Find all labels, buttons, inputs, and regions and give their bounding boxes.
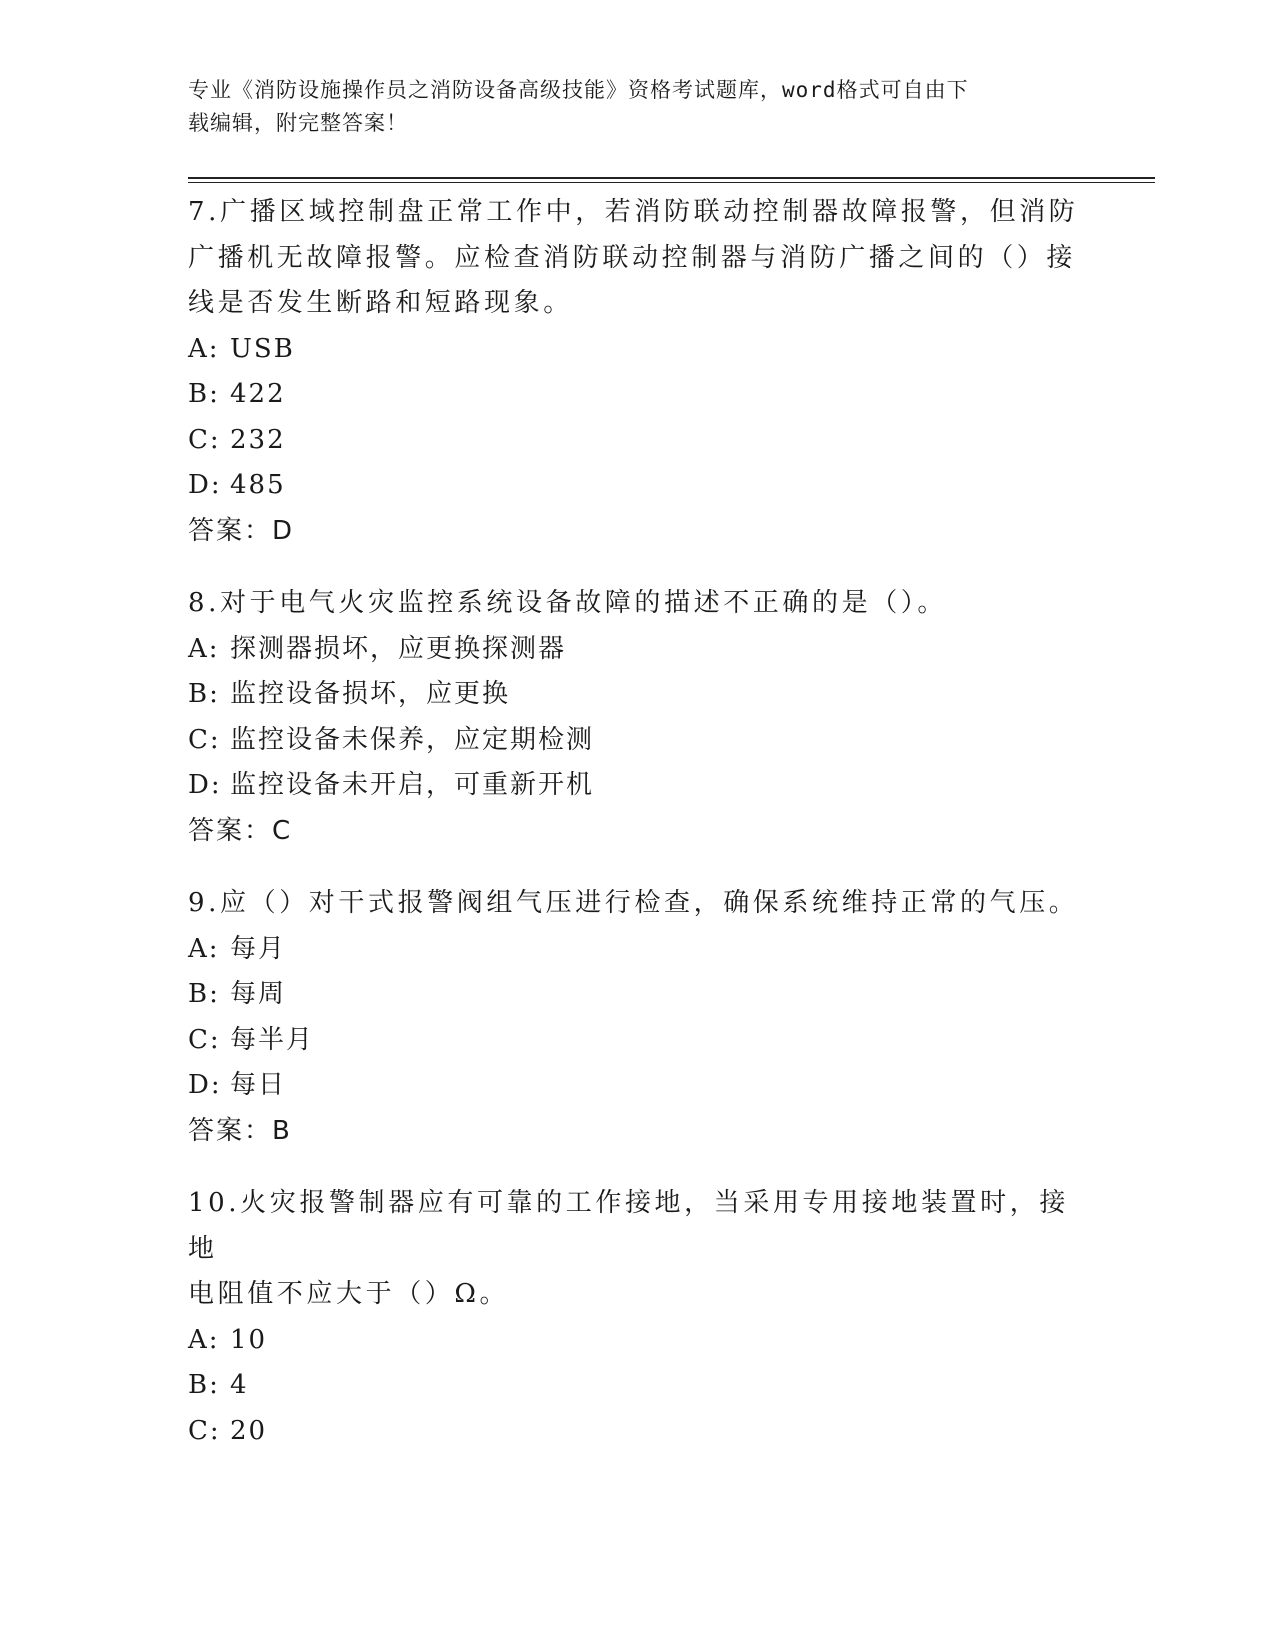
question-text bbox=[188, 190, 1088, 327]
question-text-line: 7.广播区域控制盘正常工作中，若消防联动控制器故障报警，但消防 bbox=[188, 197, 1079, 227]
option-text: 每半月 bbox=[230, 1024, 315, 1055]
option-c bbox=[188, 418, 1088, 464]
option-text: 每周 bbox=[230, 979, 287, 1009]
question-text bbox=[188, 581, 1088, 627]
question-text bbox=[188, 881, 1088, 927]
option-letter: B: bbox=[188, 979, 220, 1009]
option-text: 监控设备未保养，应定期检测 bbox=[230, 724, 595, 755]
option-letter: D: bbox=[188, 770, 222, 800]
option-b bbox=[188, 372, 1088, 418]
header-divider-thick bbox=[188, 177, 1155, 179]
answer-line: 答案：D bbox=[188, 515, 295, 546]
option-letter: D: bbox=[188, 1070, 222, 1100]
option-letter: B: bbox=[188, 1370, 220, 1400]
header-divider-thin bbox=[188, 182, 1155, 183]
option-text: 监控设备未开启，可重新开机 bbox=[230, 770, 595, 800]
option-letter: D: bbox=[188, 470, 222, 500]
option-text: 422 bbox=[230, 379, 286, 409]
option-text: 10 bbox=[230, 1324, 268, 1355]
question-10 bbox=[188, 1181, 1088, 1454]
option-b bbox=[188, 1363, 1088, 1409]
option-b bbox=[188, 672, 1088, 718]
option-text: USB bbox=[230, 333, 295, 364]
option-a bbox=[188, 327, 1088, 373]
option-c bbox=[188, 1018, 1088, 1064]
option-a bbox=[188, 627, 1088, 673]
option-text: 每月 bbox=[230, 933, 287, 964]
option-b bbox=[188, 972, 1088, 1018]
option-letter: A: bbox=[188, 1324, 220, 1355]
option-d bbox=[188, 763, 1088, 809]
option-a bbox=[188, 1318, 1088, 1364]
header-line-1: 专业《消防设施操作员之消防设备高级技能》资格考试题库，word格式可自由下 bbox=[188, 78, 969, 102]
option-text: 探测器损坏，应更换探测器 bbox=[230, 633, 567, 664]
option-letter: B: bbox=[188, 679, 220, 709]
option-letter: C: bbox=[188, 1024, 221, 1055]
option-c bbox=[188, 718, 1088, 764]
header-line-2: 载编辑，附完整答案！ bbox=[188, 111, 408, 135]
question-text-line: 9.应（）对干式报警阀组气压进行检查，确保系统维持正常的气压。 bbox=[188, 888, 1079, 918]
option-c bbox=[188, 1409, 1088, 1455]
option-letter: A: bbox=[188, 333, 220, 364]
question-text-line: 8.对于电气火灾监控系统设备故障的描述不正确的是（）。 bbox=[188, 588, 948, 618]
option-text: 485 bbox=[230, 470, 286, 500]
option-text: 4 bbox=[230, 1370, 249, 1400]
option-letter: C: bbox=[188, 424, 221, 455]
question-text-line: 广播机无故障报警。应检查消防联动控制器与消防广播之间的（）接 bbox=[188, 242, 1077, 273]
answer-line: 答案：B bbox=[188, 1115, 292, 1146]
option-a bbox=[188, 927, 1088, 973]
question-8 bbox=[188, 581, 1088, 854]
question-9 bbox=[188, 881, 1088, 1154]
option-letter: C: bbox=[188, 724, 221, 755]
question-text-line: 线是否发生断路和短路现象。 bbox=[188, 288, 573, 318]
option-letter: C: bbox=[188, 1415, 221, 1446]
question-list bbox=[188, 190, 1088, 1481]
answer-line: 答案：C bbox=[188, 815, 293, 846]
option-text: 每日 bbox=[230, 1070, 287, 1100]
option-letter: A: bbox=[188, 633, 220, 664]
document-header bbox=[188, 74, 1068, 140]
question-7 bbox=[188, 190, 1088, 554]
option-d bbox=[188, 463, 1088, 509]
question-text-line: 电阻值不应大于（）Ω。 bbox=[188, 1279, 510, 1309]
option-text: 监控设备损坏，应更换 bbox=[230, 679, 511, 709]
option-letter: B: bbox=[188, 379, 220, 409]
option-letter: A: bbox=[188, 933, 220, 964]
question-text bbox=[188, 1181, 1088, 1318]
option-text: 20 bbox=[230, 1415, 268, 1446]
option-d bbox=[188, 1063, 1088, 1109]
question-text-line: 10.火灾报警制器应有可靠的工作接地，当采用专用接地装置时，接地 bbox=[188, 1188, 1069, 1264]
option-text: 232 bbox=[230, 424, 286, 455]
